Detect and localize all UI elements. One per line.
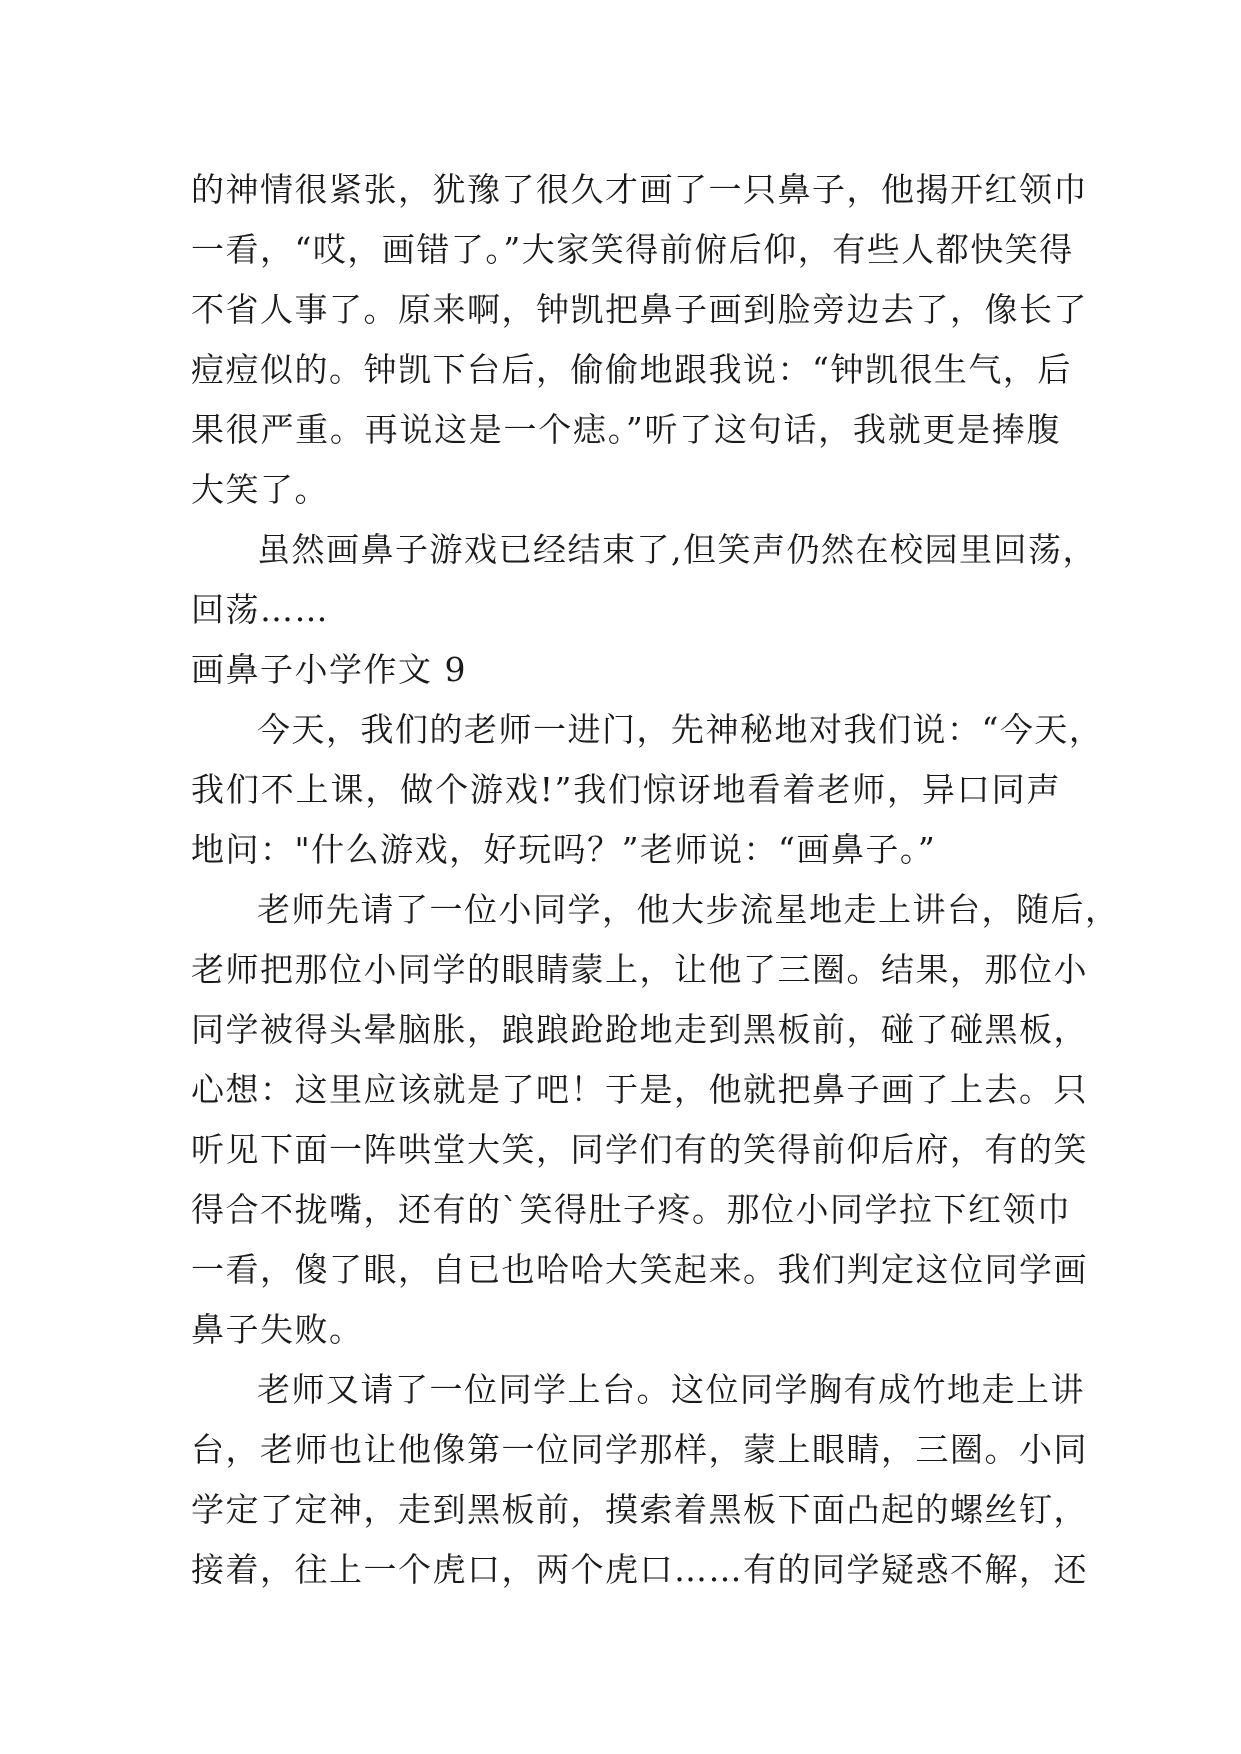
text-line: 台，老师也让他像第一位同学那样，蒙上眼睛，三圈。小同 [191, 1430, 1088, 1469]
heading-line: 画鼻子小学作文 9 [191, 650, 467, 689]
paragraph [191, 1360, 1088, 1600]
text-line: 虽然画鼻子游戏已经结束了,但笑声仍然在校园里回荡， [257, 530, 1097, 569]
text-line: 心想：这里应该就是了吧！于是，他就把鼻子画了上去。只 [191, 1070, 1088, 1109]
text-line: 老师又请了一位同学上台。这位同学胸有成竹地走上讲 [257, 1370, 1085, 1409]
text-line: 接着，往上一个虎口，两个虎口……有的同学疑惑不解，还 [191, 1550, 1088, 1589]
text-line: 老师先请了一位小同学，他大步流星地走上讲台，随后， [257, 890, 1120, 929]
text-line: 听见下面一阵哄堂大笑，同学们有的笑得前仰后府，有的笑 [191, 1130, 1088, 1169]
text-line: 同学被得头晕脑胀，踉踉跄跄地走到黑板前，碰了碰黑板， [191, 1010, 1088, 1049]
text-line: 不省人事了。原来啊，钟凯把鼻子画到脸旁边去了，像长了 [191, 290, 1088, 329]
paragraph [191, 160, 1088, 520]
paragraph [191, 700, 1104, 880]
text-line: 得合不拢嘴，还有的`笑得肚子疼。那位小同学拉下红领巾 [191, 1190, 1072, 1229]
text-line: 鼻子失败。 [191, 1310, 364, 1349]
document-page [191, 160, 1120, 1600]
text-line: 大笑了。 [191, 470, 329, 509]
section-heading [191, 640, 1061, 700]
text-line: 回荡…… [191, 590, 329, 629]
text-line: 果很严重。再说这是一个痣。”听了这句话，我就更是捧腹 [191, 410, 1061, 449]
paragraph [191, 880, 1120, 1360]
text-line: 一看，“哎，画错了。”大家笑得前俯后仰，有些人都快笑得 [191, 230, 1074, 269]
text-line: 今天，我们的老师一进门，先神秘地对我们说：“今天， [257, 710, 1104, 749]
text-line: 我们不上课，做个游戏!”我们惊讶地看着老师，异口同声 [191, 770, 1061, 809]
text-line: 老师把那位小同学的眼睛蒙上，让他了三圈。结果，那位小 [191, 950, 1088, 989]
text-line: 的神情很紧张，犹豫了很久才画了一只鼻子，他揭开红领巾 [191, 170, 1088, 209]
text-line: 痘痘似的。钟凯下台后，偷偷地跟我说：“钟凯很生气，后 [191, 350, 1072, 389]
text-line: 地问："什么游戏，好玩吗？”老师说：“画鼻子。” [191, 830, 937, 869]
paragraph [191, 520, 1097, 640]
text-line: 学定了定神，走到黑板前，摸索着黑板下面凸起的螺丝钉， [191, 1490, 1088, 1529]
text-line: 一看，傻了眼，自已也哈哈大笑起来。我们判定这位同学画 [191, 1250, 1088, 1289]
